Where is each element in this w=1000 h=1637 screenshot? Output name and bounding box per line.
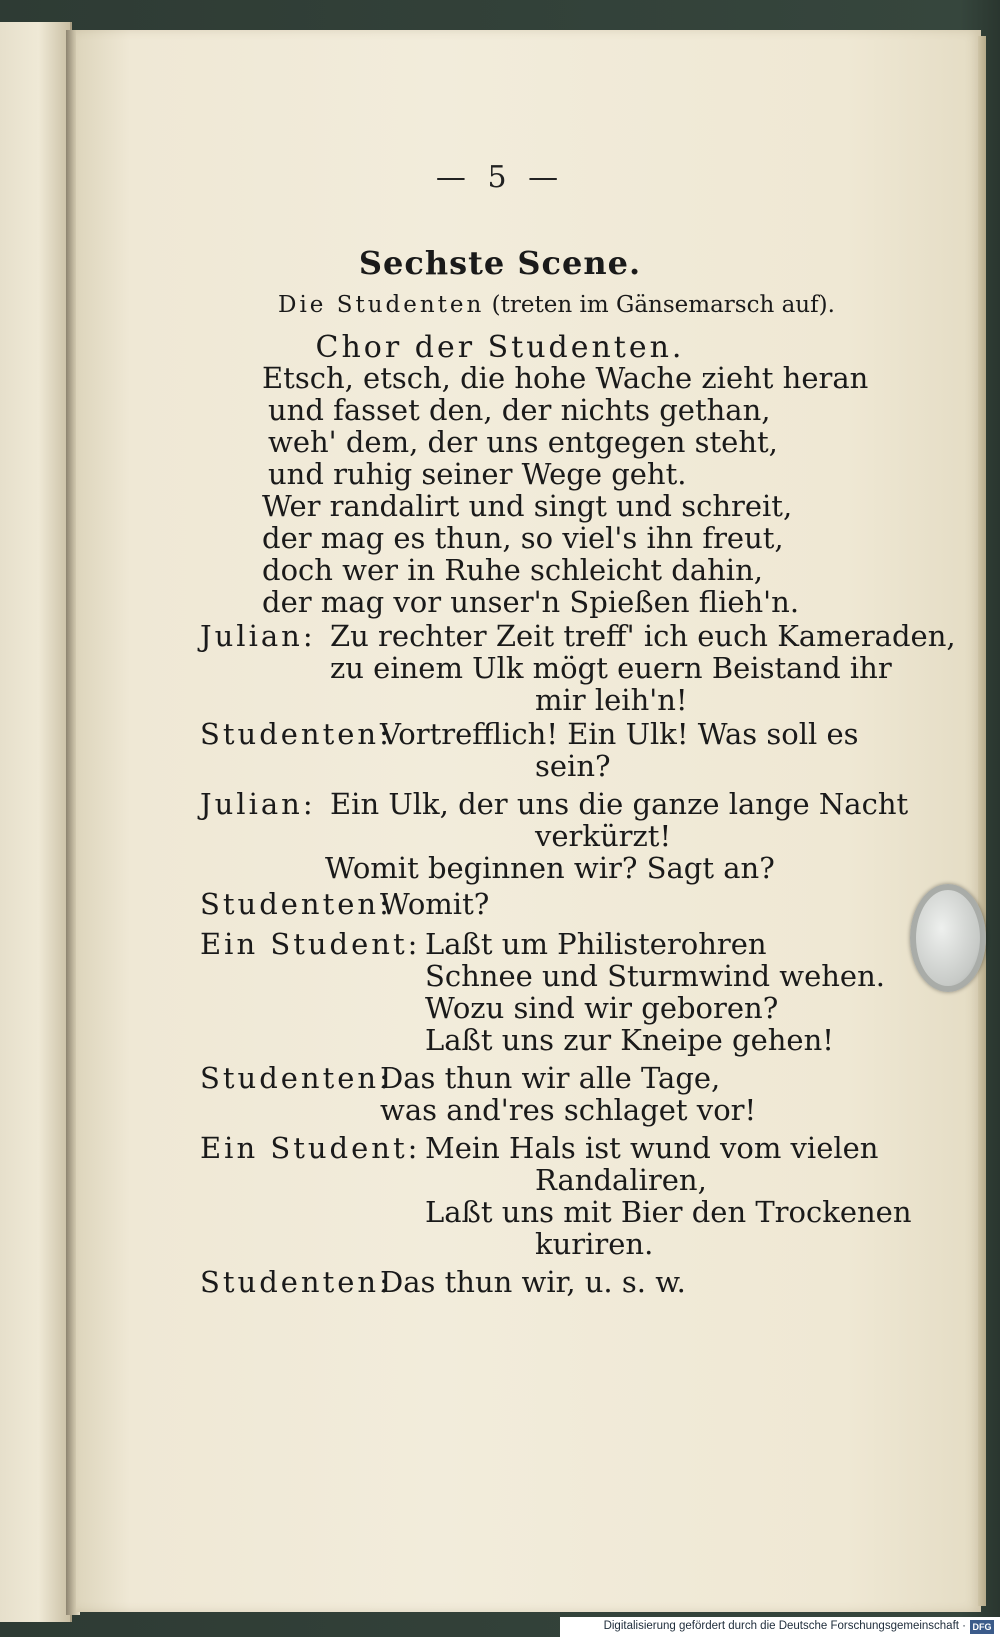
speaker-label: Ein Student:: [200, 1131, 421, 1165]
speaker-label: Studenten:: [200, 1265, 392, 1299]
verse-line: doch wer in Ruhe schleicht dahin,: [262, 553, 763, 587]
verse-line: Mein Hals ist wund vom vielen: [425, 1131, 879, 1165]
verse-line: Vortrefflich! Ein Ulk! Was soll es: [380, 717, 859, 751]
verse-line: Womit?: [380, 887, 490, 921]
verse-line: mir leih'n!: [535, 683, 688, 717]
verse-line: kuriren.: [535, 1227, 654, 1261]
verse-line: verkürzt!: [535, 819, 672, 853]
verse-line: Wer randalirt und singt und schreit,: [262, 489, 793, 523]
speaker-label: Julian:: [200, 787, 316, 821]
verse-line: was and'res schlaget vor!: [380, 1093, 757, 1127]
page-number: — 5 —: [435, 160, 565, 195]
verse-line: Zu rechter Zeit treff' ich euch Kameraden,: [330, 619, 956, 653]
verse-line: der mag es thun, so viel's ihn freut,: [262, 521, 784, 555]
chorus-title: Chor der Studenten.: [315, 330, 685, 365]
verse-line: Ein Ulk, der uns die ganze lange Nacht: [330, 787, 909, 821]
stage-direction-name: Die Studenten: [278, 292, 485, 318]
speaker-label: Studenten:: [200, 887, 392, 921]
verse-line: Randaliren,: [535, 1163, 707, 1197]
verse-line: zu einem Ulk mögt euern Beistand ihr: [330, 651, 892, 685]
dfg-logo: DFG: [970, 1620, 994, 1634]
verse-line: Laßt uns mit Bier den Trockenen: [425, 1195, 912, 1229]
speaker-label: Julian:: [200, 619, 316, 653]
verse-line: Schnee und Sturmwind wehen.: [425, 959, 885, 993]
stage-direction: [278, 292, 835, 318]
verse-line: und ruhig seiner Wege geht.: [268, 457, 687, 491]
verse-line: Wozu sind wir geboren?: [425, 991, 779, 1025]
funding-notice: Digitalisierung gefördert durch die Deutsche Forschungsgemeinschaft ·: [603, 1620, 966, 1632]
verse-line: der mag vor unser'n Spießen flieh'n.: [262, 585, 800, 619]
speaker-label: Studenten:: [200, 717, 392, 751]
verse-line: sein?: [535, 749, 611, 783]
verse-line: und fasset den, der nichts gethan,: [268, 393, 771, 427]
page-clip: [910, 884, 986, 992]
verse-line: Das thun wir alle Tage,: [380, 1061, 721, 1095]
verse-line: Laßt uns zur Kneipe gehen!: [425, 1023, 834, 1057]
verse-line: Etsch, etsch, die hohe Wache zieht heran: [262, 361, 869, 395]
stage-direction-rest: (treten im Gänsemarsch auf).: [491, 292, 835, 318]
speaker-label: Studenten:: [200, 1061, 392, 1095]
speaker-label: Ein Student:: [200, 927, 421, 961]
verse-line: Laßt um Philisterohren: [425, 927, 767, 961]
scene-title: Sechste Scene.: [358, 244, 642, 282]
verse-line: Womit beginnen wir? Sagt an?: [325, 851, 775, 885]
verse-line: Das thun wir, u. s. w.: [380, 1265, 686, 1299]
verse-line: weh' dem, der uns entgegen steht,: [268, 425, 778, 459]
